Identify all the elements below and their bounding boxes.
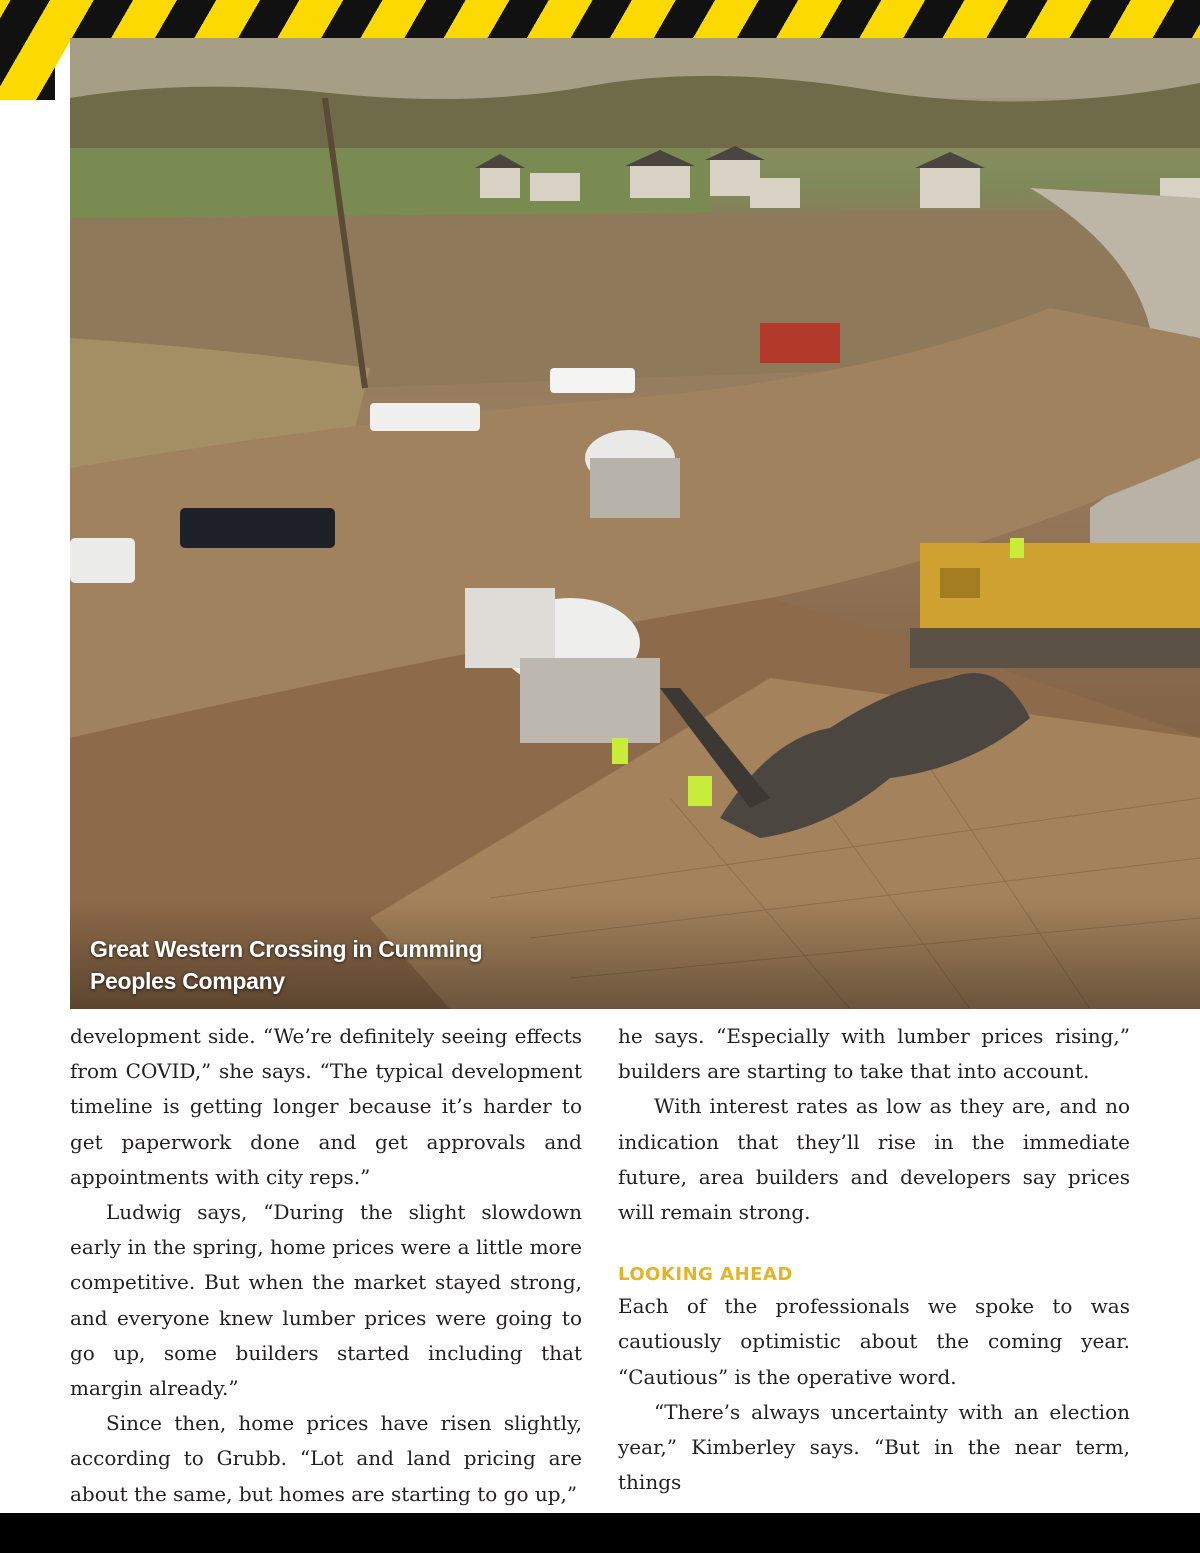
- right-paragraph-4: “There’s always uncertainty with an election year,” Kimberley says. “But in the near term, things: [618, 1399, 1130, 1495]
- construction-scene-illustration: [70, 38, 1200, 1009]
- footer-bar: [0, 1513, 1200, 1553]
- caption-line-2: Peoples Company: [90, 968, 285, 994]
- left-paragraph-3: Since then, home prices have risen slightly, according to Grubb. “Lot and land pricing are about the same, but homes are starting to go up,”: [70, 1411, 582, 1506]
- right-paragraph-3: Each of the professionals we spoke to was cautiously optimistic about the coming year. “Cautious” is the operative word.: [618, 1294, 1130, 1389]
- section-heading: LOOKING AHEAD: [618, 1264, 793, 1286]
- photo-caption: [90, 933, 482, 997]
- left-text-column: [70, 1019, 582, 1512]
- right-paragraph-1: he says. “Especially with lumber prices rising,” builders are starting to take that into account.: [618, 1024, 1130, 1084]
- right-text-column: [618, 1019, 1130, 1500]
- right-paragraph-2: With interest rates as low as they are, and no indication that they’ll rise in the immediate future, area builders and developers say prices will remain strong.: [618, 1094, 1130, 1225]
- left-paragraph-1: development side. “We’re definitely seeing effects from COVID,” she says. “The typical development timeline is getting longer because it’s harder to get paperwork done and get approvals and appointments with city reps.”: [70, 1024, 582, 1189]
- caption-line-1: Great Western Crossing in Cumming: [90, 936, 483, 962]
- construction-site-photo: [70, 38, 1200, 1009]
- left-paragraph-2: Ludwig says, “During the slight slowdown early in the spring, home prices were a little more competitive. But when the market stayed strong, and everyone knew lumber prices were going to go up, some builders started including that margin already.”: [70, 1200, 582, 1401]
